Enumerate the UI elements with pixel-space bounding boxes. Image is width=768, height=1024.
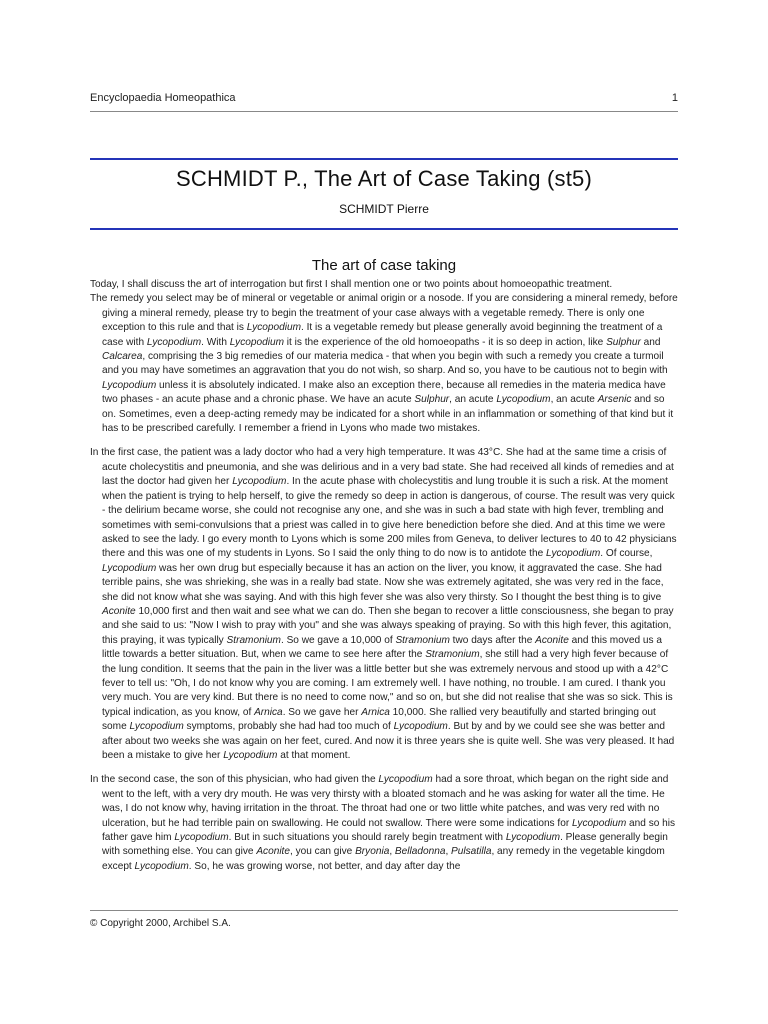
paragraph-text: , an acute xyxy=(550,394,598,406)
body-paragraph xyxy=(90,278,678,292)
footer-divider xyxy=(90,910,678,911)
italic-remedy-name: Lycopodium xyxy=(505,832,561,844)
paragraph-text: it is the experience of the old homoeopaths - it is so deep in action, like xyxy=(284,336,607,348)
italic-remedy-name: Sulphur xyxy=(606,336,641,348)
italic-remedy-name: Belladonna xyxy=(394,846,446,858)
paragraph-text: . So we gave her xyxy=(282,706,362,718)
italic-remedy-name: Lycopodium xyxy=(102,379,157,391)
paragraph-text: . With xyxy=(201,336,230,348)
running-title: Encyclopaedia Homeopathica xyxy=(90,92,236,104)
italic-remedy-name: Stramonium xyxy=(226,634,281,646)
italic-remedy-name: Lycopodium xyxy=(129,721,184,733)
body-paragraph xyxy=(90,446,678,763)
paragraph-text: . Please generally begin with something else. You can give xyxy=(102,832,668,858)
italic-remedy-name: Bryonia xyxy=(355,846,390,858)
italic-remedy-name: Calcarea xyxy=(102,351,143,363)
document-body xyxy=(90,278,678,884)
paragraph-text: 10,000. She rallied very beautifully and started bringing out some xyxy=(102,706,656,733)
paragraph-text: . But in such situations you should rarely begin treatment with xyxy=(228,832,506,844)
italic-remedy-name: Lycopodium xyxy=(229,336,284,348)
paragraph-text: . It is a vegetable remedy but please generally avoid beginning the treatment of a case with xyxy=(102,322,663,348)
body-paragraph xyxy=(90,292,678,436)
paragraph-text: . In the acute phase with cholecystitis and lung trouble it is such a risk. At the moment when the patient is trying to help herself, to give the remedy so deep in action is dangerous, of course. The result was very quick - the delirium became worse, she could not recognise any one, and she was in such a bad state with high fever, trembling and sometimes with semi-convulsions that a priest was called in to give here benediction before she died. And at this time we were asked to see the lady. I go every month to Lyons which is some 200 miles from Geneva, to deliver lectures to 40 to 42 physicians there and this was one of my students in Lyons. So I said the only thing to do now is to antidote the xyxy=(102,476,677,560)
italic-remedy-name: Pulsatilla xyxy=(451,846,492,858)
paragraph-text: The remedy you select may be of mineral or vegetable or animal origin or a nosode. If you are considering a mineral remedy, before giving a mineral remedy, please try to begin the treatment of your case always with a vegetable remedy. There is only one exception to this rule and that is xyxy=(90,293,678,334)
page-number: 1 xyxy=(671,92,678,104)
italic-remedy-name: Stramonium xyxy=(395,634,450,646)
paragraph-text: , any remedy in the vegetable kingdom except xyxy=(102,846,665,872)
document-title: SCHMIDT P., The Art of Case Taking (st5) xyxy=(176,166,592,191)
paragraph-text: . But by and by we could see she was better and after about two weeks she was again on her feet, cured. And now it is three years she is quite well. She was very pleased. It had been a mistake to give her xyxy=(102,721,675,761)
italic-remedy-name: Lycopodium xyxy=(174,832,229,844)
paragraph-text: two days after the xyxy=(449,634,536,646)
paragraph-text: and so on. Sometimes, even a deep-acting remedy may be indicated for a short while in an inflammation or something of that kind but it has to be prescribed carefully. I remember a friend in Lyons who made two mistakes. xyxy=(102,394,674,435)
title-rule-top xyxy=(90,158,678,160)
title-rule-bottom xyxy=(90,228,678,230)
italic-remedy-name: Arnica xyxy=(361,706,390,718)
paragraph-text: unless it is absolutely indicated. I make also an exception there, because all remedies in the materia medica have two phases - an acute phase and a chronic phase. We have an acute xyxy=(102,379,666,406)
italic-remedy-name: Lycopodium xyxy=(246,322,302,334)
italic-remedy-name: Lycopodium xyxy=(134,860,189,872)
page-header xyxy=(90,92,678,104)
paragraph-text: Today, I shall discuss the art of interrogation but first I shall mention one or two points about homoeopathic treatment. xyxy=(90,279,613,290)
copyright-footer: © Copyright 2000, Archibel S.A. xyxy=(90,918,231,929)
italic-remedy-name: Arnica xyxy=(254,706,283,718)
paragraph-text: , an acute xyxy=(449,394,497,406)
italic-remedy-name: Lycopodium xyxy=(496,394,551,406)
document-author: SCHMIDT Pierre xyxy=(339,202,429,216)
header-divider xyxy=(90,111,678,112)
italic-remedy-name: Sulphur xyxy=(414,394,450,406)
italic-remedy-name: Lycopodium xyxy=(378,774,433,786)
paragraph-text: and xyxy=(640,336,661,348)
paragraph-text: was her own drug but especially because it has an action on the liver, you know, it aggravated the case. She had terrible pains, she was shrieking, she was in a really bad state. Now she was extremely agitated, she was very red in the face, she did not know what she was saying. And with this high fever she was also very thirsty. So I thought the best thing is to give xyxy=(102,562,664,603)
italic-remedy-name: Lycopodium xyxy=(146,336,202,348)
italic-remedy-name: Lycopodium xyxy=(393,721,448,733)
italic-remedy-name: Arsenic xyxy=(597,394,632,406)
italic-remedy-name: Lycopodium xyxy=(102,562,157,574)
paragraph-text: 10,000 first and then wait and see what we can do. Then she began to recover a little consciousness, she began to pray and she said to us: "Now I wish to pray with you" and she was always speaking of praying. So with this high fever, this agitation, this praying, it was typically xyxy=(102,605,674,646)
paragraph-text: , xyxy=(445,846,452,858)
paragraph-text: , comprising the 3 big remedies of our materia medica - that when you begin with such a remedy you create a turmoil and you may have sometimes an aggravation that you do not wish, so sharp. And so, you have to be cautious not to begin with xyxy=(102,351,668,377)
italic-remedy-name: Aconite xyxy=(256,846,290,858)
body-paragraph xyxy=(90,773,678,874)
paragraph-text: . So, he was growing worse, not better, and day after day the xyxy=(188,860,461,872)
paragraph-text: , you can give xyxy=(289,846,356,858)
paragraph-text: , xyxy=(389,846,395,858)
italic-remedy-name: Stramonium xyxy=(425,649,480,661)
paragraph-text: . So we gave a 10,000 of xyxy=(280,634,396,646)
paragraph-text: and this moved us a little towards a better situation. But, when we came to see here after the xyxy=(102,634,662,661)
italic-remedy-name: Lycopodium xyxy=(546,548,601,560)
italic-remedy-name: Lycopodium xyxy=(223,750,278,761)
paragraph-text: at that moment. xyxy=(277,750,351,761)
paragraph-text: symptoms, probably she had had too much of xyxy=(183,721,394,733)
paragraph-text: and so his father gave him xyxy=(102,817,676,844)
paragraph-text: In the second case, the son of this physician, who had given the xyxy=(90,774,379,786)
italic-remedy-name: Lycopodium xyxy=(572,817,627,829)
paragraph-text: , she still had a very high fever because of the lung condition. It seems that the pain in the liver was a little better but she was extremely nervous and stood up with a 42°C fever to tell us: "Oh, I do not know why you are coming. I am extremely well. I have nothing, no trouble. I am cured. I thank you very much. You are very kind. But there is no need to come now," and so on, but she did not realise that she was so sick. This is typical indication, as you know, of xyxy=(102,649,673,718)
paragraph-text: . Of course, xyxy=(600,548,653,560)
paragraph-text: had a sore throat, which began on the right side and went to the left, with a very dry mouth. He was very thirsty with a bloated stomach and he was asking for water all the time. He was, I do not know why, having irritation in the throat. The throat had one or two little white patches, and was very red with no ulceration, but he had terrible pain on swallowing. He could not swallow. There were some indications for xyxy=(102,774,669,829)
section-heading: The art of case taking xyxy=(311,257,457,274)
italic-remedy-name: Lycopodium xyxy=(232,476,287,488)
italic-remedy-name: Aconite xyxy=(102,605,136,617)
italic-remedy-name: Aconite xyxy=(535,634,569,646)
paragraph-text: In the first case, the patient was a lady doctor who had a very high temperature. It was 43°C. She had at the same time a crisis of acute cholecystitis and pneumonia, and she was delirious and in a very bad state. She had received all kinds of remedies and at last the doctor had given her xyxy=(90,447,674,488)
